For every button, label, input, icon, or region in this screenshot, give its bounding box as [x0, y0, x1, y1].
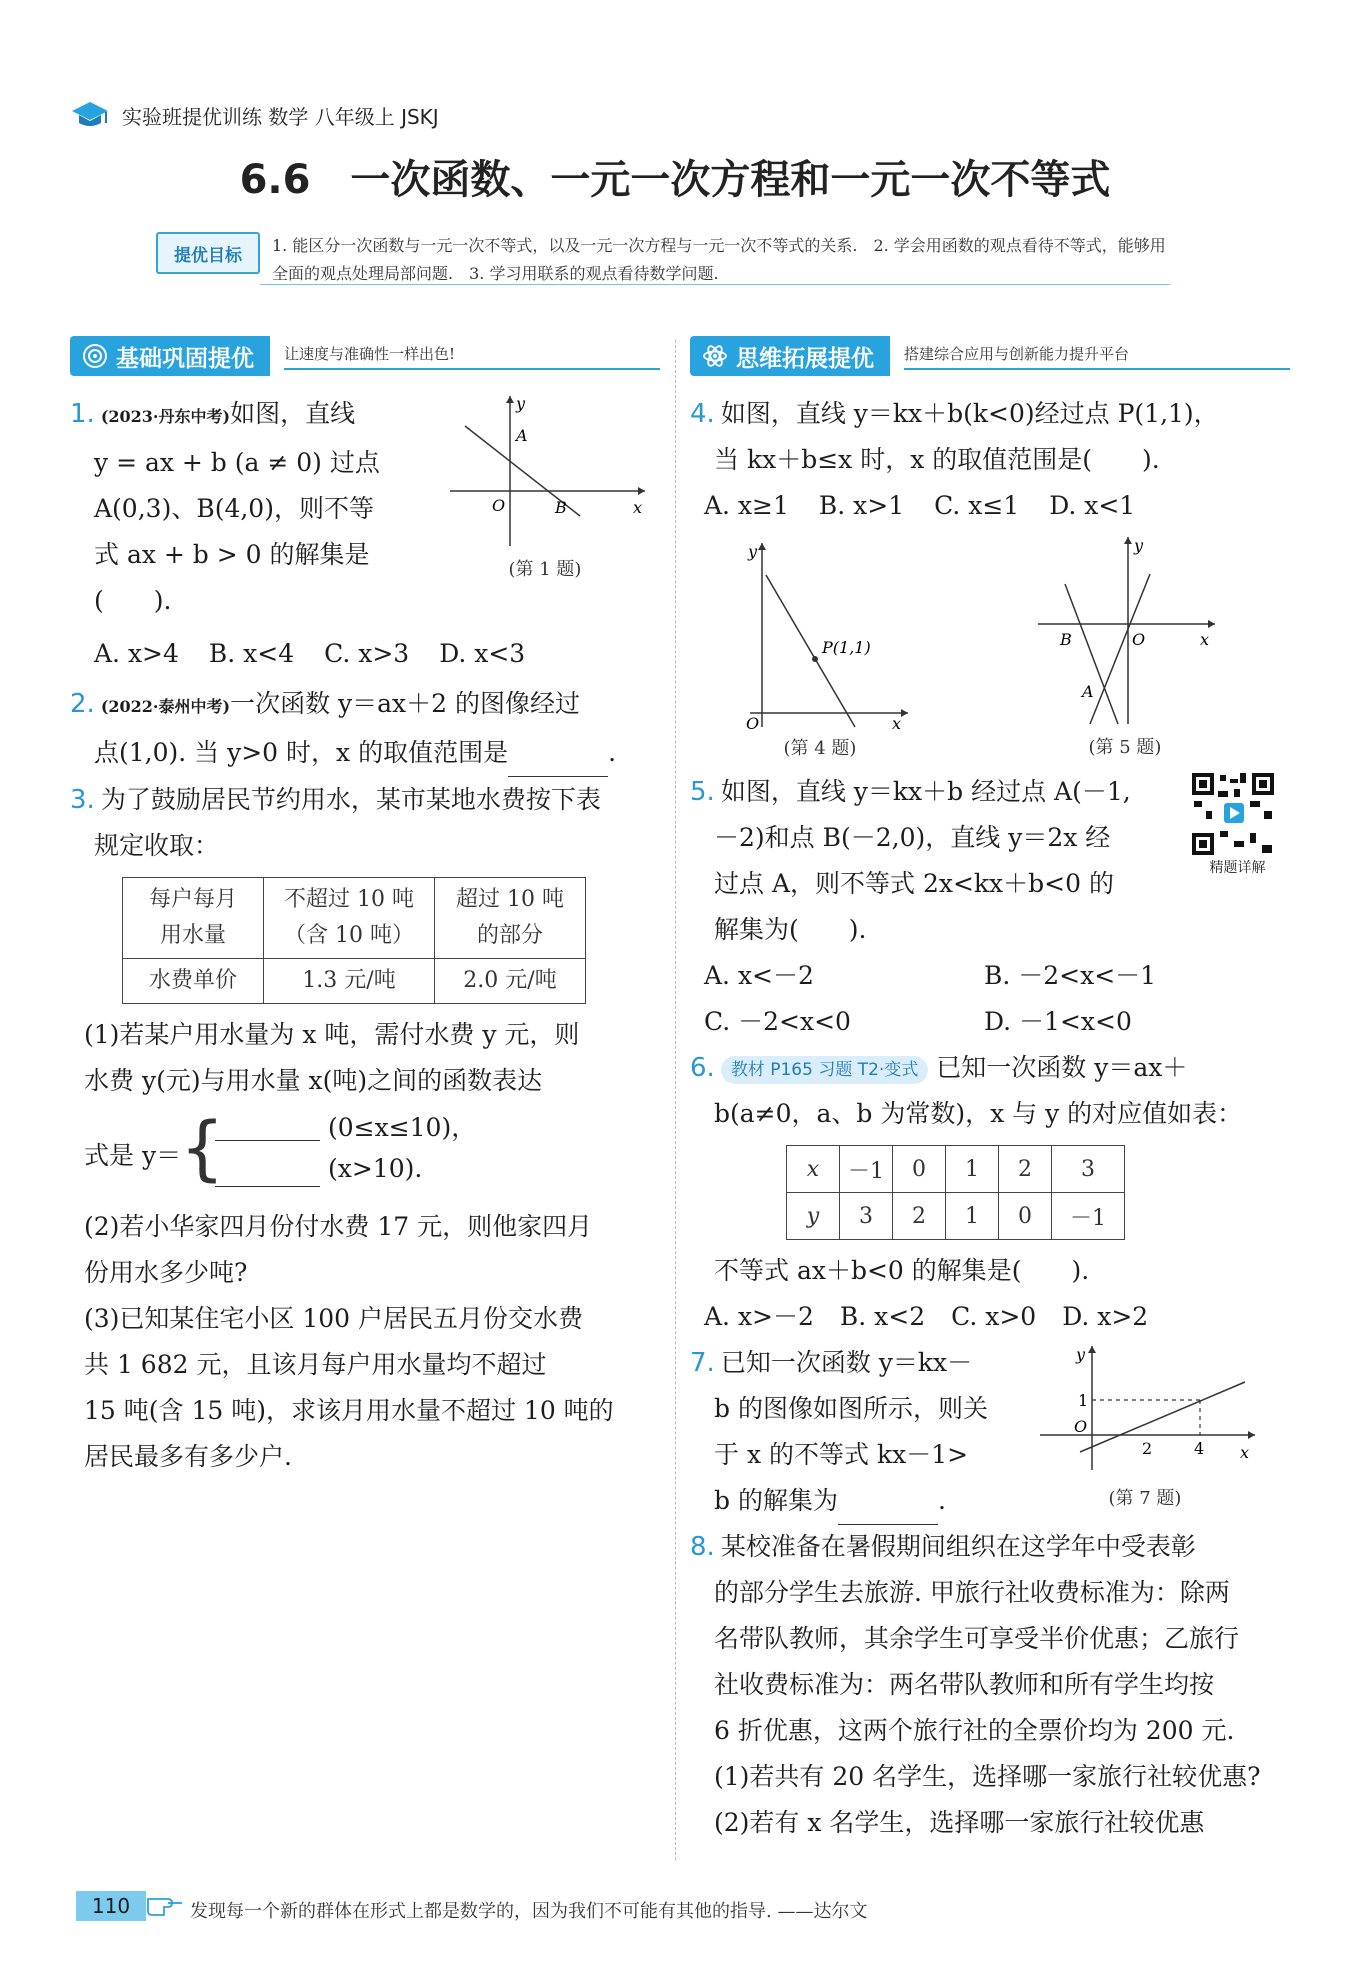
- section-tab: [690, 336, 890, 376]
- q1-y-label: y: [516, 394, 526, 413]
- q3-p2-line: (2)若小华家四月份付水费 17 元，则他家四月: [84, 1212, 593, 1241]
- page-footer: [20, 1885, 1330, 1935]
- q7-tick-2: 2: [1142, 1439, 1153, 1458]
- table-cell: 2.0 元/吨: [435, 959, 586, 1004]
- q1-caption: (第 1 题): [508, 559, 582, 580]
- q7-y-label: y: [1076, 1345, 1086, 1364]
- table-cell: y: [787, 1193, 840, 1240]
- q6-value-table: [786, 1145, 1125, 1240]
- q7-line: 已知一次函数 y＝kx－: [720, 1348, 973, 1377]
- q5-caption: (第 5 题): [1088, 737, 1162, 758]
- q1-number: 1.: [70, 399, 95, 429]
- goal-badge: 提优目标: [156, 232, 260, 274]
- table-cell: x: [787, 1146, 840, 1193]
- table-cell: 3: [1052, 1146, 1125, 1193]
- table-cell: 每户每月 用水量: [123, 878, 264, 959]
- q6-line: 不等式 ax＋b<0 的解集是( ).: [714, 1256, 1090, 1285]
- section-subtitle: 让速度与准确性一样出色!: [284, 343, 660, 370]
- q3-piecewise: [70, 1104, 660, 1204]
- q3-p3-line: 15 吨(含 15 吨)，求该月用水量不超过 10 吨的: [84, 1396, 614, 1425]
- section-title: 思维拓展提优: [736, 345, 874, 372]
- question-3: [70, 777, 660, 869]
- q5-line: 解集为( ).: [714, 915, 867, 944]
- q5-option-b: B. －2<x<－1: [984, 961, 1157, 990]
- q3-number: 3.: [70, 785, 95, 815]
- q3-p3-line: 共 1 682 元，且该月每户用水量均不超过: [84, 1350, 547, 1379]
- goal-box: [150, 228, 1190, 290]
- table-cell: 0: [893, 1146, 946, 1193]
- q6-options: [690, 1294, 1290, 1340]
- table-cell: 2: [893, 1193, 946, 1240]
- q1-option-a: A. x>4: [94, 639, 179, 668]
- q8-line: 某校准备在暑假期间组织在这学年中受表彰: [720, 1532, 1196, 1561]
- graduation-cap-icon: [70, 99, 110, 131]
- q4-option-a: A. x≥1: [704, 491, 789, 520]
- q4-option-c: C. x≤1: [934, 491, 1020, 520]
- q7-tick-4: 4: [1194, 1439, 1205, 1458]
- q3-part-2: [70, 1204, 660, 1296]
- table-cell: 1.3 元/吨: [264, 959, 435, 1004]
- q6-question-line: [690, 1248, 1290, 1294]
- question-7: [690, 1340, 1290, 1524]
- q3-p2-line: 份用水多少吨?: [84, 1258, 248, 1287]
- q1-option-c: C. x>3: [324, 639, 410, 668]
- q7-line: b 的图像如图所示，则关: [714, 1394, 988, 1423]
- q5-option-d: D. －1<x<0: [984, 1007, 1132, 1036]
- q1-option-b: B. x<4: [208, 639, 295, 668]
- question-5: [690, 769, 1290, 953]
- q6-textbook-tag: 教材 P165 习题 T2·变式: [721, 1056, 929, 1084]
- table-row: [123, 878, 586, 959]
- section-header-basic: [70, 335, 660, 377]
- header-text: 实验班提优训练 数学 八年级上 JSKJ: [122, 104, 439, 129]
- q1-x-label: x: [633, 498, 643, 517]
- q5-number: 5.: [690, 777, 715, 807]
- q6-line: b(a≠0，a、b 为常数)，x 与 y 的对应值如表：: [714, 1099, 1243, 1128]
- q7-caption: (第 7 题): [1108, 1488, 1182, 1509]
- q1-figure: [440, 391, 660, 591]
- q4-options: [690, 483, 1290, 529]
- figures-4-5: [690, 529, 1290, 769]
- table-row: [123, 959, 586, 1004]
- page-title: 6.6 一次函数、一元一次方程和一元一次不等式: [239, 157, 1111, 203]
- table-cell: －1: [840, 1146, 893, 1193]
- q6-option-d: D. x>2: [1062, 1302, 1149, 1331]
- question-6: [690, 1045, 1290, 1137]
- q2-answer-blank: [508, 730, 608, 777]
- section-header-extend: [690, 335, 1290, 377]
- q1-point-b: B: [555, 498, 567, 517]
- q3-blank-1: [215, 1110, 320, 1141]
- q5-origin-label: O: [1132, 630, 1146, 649]
- q4-line: 如图，直线 y＝kx＋b(k<0)经过点 P(1,1)，: [720, 399, 1219, 428]
- q1-line: A(0,3)、B(4,0)，则不等: [94, 494, 374, 523]
- q2-line: 点(1,0). 当 y>0 时，x 的取值范围是: [94, 738, 509, 767]
- q1-options: [80, 631, 525, 677]
- q5-option-c: C. －2<x<0: [704, 1007, 851, 1036]
- pointing-hand-icon: [146, 1889, 186, 1919]
- q7-x-label: x: [1240, 1443, 1250, 1462]
- q2-number: 2.: [70, 689, 95, 719]
- q3-p1-line: 水费 y(元)与用水量 x(吨)之间的函数表达: [84, 1066, 543, 1095]
- q1-text: [70, 391, 410, 624]
- q7-line: 于 x 的不等式 kx－1>: [714, 1440, 969, 1469]
- q8-number: 8.: [690, 1532, 715, 1562]
- column-divider: [675, 340, 676, 1860]
- q1-line: 如图，直线: [230, 399, 356, 428]
- q4-caption: (第 4 题): [783, 738, 857, 759]
- q1-point-a: A: [516, 426, 528, 445]
- table-cell: 不超过 10 吨 （含 10 吨）: [264, 878, 435, 959]
- brace: {: [180, 1107, 225, 1189]
- q2-source: (2022·泰州中考): [100, 697, 231, 716]
- table-cell: 2: [999, 1146, 1052, 1193]
- table-cell: 1: [946, 1193, 999, 1240]
- table-row: [787, 1193, 1125, 1240]
- q8-line: (1)若共有 20 名学生，选择哪一家旅行社较优惠?: [714, 1762, 1261, 1791]
- q5-point-a: A: [1082, 682, 1094, 701]
- q8-line: 社收费标准为：两名带队教师和所有学生均按: [714, 1670, 1215, 1699]
- left-column: [70, 335, 660, 1480]
- q4-y-label: y: [748, 542, 758, 561]
- q3-cond-1: (0≤x≤10)，: [328, 1113, 477, 1142]
- q5-graph: [1030, 529, 1220, 729]
- footer-quote: 发现每一个新的群体在形式上都是数学的，因为我们不可能有其他的指导. ——达尔文: [190, 1901, 868, 1922]
- question-4: [690, 391, 1290, 483]
- q7-number: 7.: [690, 1348, 715, 1378]
- q4-option-b: B. x>1: [818, 491, 905, 520]
- q8-line: (2)若有 x 名学生，选择哪一家旅行社较优惠: [714, 1808, 1205, 1837]
- q1-source: (2023·丹东中考): [100, 407, 231, 426]
- q5-line: 如图，直线 y＝kx＋b 经过点 A(－1,: [720, 777, 1131, 806]
- q6-line: 已知一次函数 y＝ax＋: [936, 1053, 1188, 1082]
- q3-p3-line: (3)已知某住宅小区 100 户居民五月份交水费: [84, 1304, 584, 1333]
- table-row: [787, 1146, 1125, 1193]
- q1-line: 式 ax + b > 0 的解集是: [94, 540, 370, 569]
- q3-p1-prefix: 式是 y＝: [84, 1141, 182, 1170]
- q5-line: 过点 A，则不等式 2x<kx＋b<0 的: [714, 869, 1114, 898]
- q4-figure: [730, 535, 920, 760]
- q5-text: [690, 769, 1190, 953]
- q6-option-b: B. x<2: [839, 1302, 926, 1331]
- table-cell: 水费单价: [123, 959, 264, 1004]
- table-cell: 0: [999, 1193, 1052, 1240]
- page-number: 110: [76, 1891, 146, 1921]
- goal-underline: [260, 284, 1170, 285]
- q3-p1-line: (1)若某户用水量为 x 吨，需付水费 y 元，则: [84, 1020, 580, 1049]
- table-cell: －1: [1052, 1193, 1125, 1240]
- q3-line: 规定收取：: [94, 831, 220, 860]
- q3-p3-line: 居民最多有多少户.: [84, 1442, 292, 1471]
- q7-graph: [1030, 1340, 1260, 1480]
- q2-line: 一次函数 y＝ax＋2 的图像经过: [230, 689, 580, 718]
- target-icon: [82, 343, 108, 369]
- qr-label: 精题详解: [1209, 860, 1266, 876]
- q4-x-label: x: [892, 714, 902, 730]
- q4-option-d: D. x<1: [1049, 491, 1136, 520]
- right-column: [690, 335, 1290, 1846]
- question-2: 2. (2022·泰州中考)一次函数 y＝ax＋2 的图像经过 点(1,0). 当 y>0 时，x 的取值范围是 .: [70, 681, 660, 777]
- q5-options: [690, 953, 1290, 1045]
- q3-cond-2: (x>10).: [328, 1154, 423, 1183]
- q1-graph: [440, 391, 650, 551]
- table-cell: 1: [946, 1146, 999, 1193]
- q6-option-a: A. x>－2: [704, 1302, 814, 1331]
- q3-blank-2: [215, 1156, 320, 1187]
- question-1: [70, 391, 660, 681]
- q4-line: 当 kx＋b≤x 时，x 的取值范围是( ).: [714, 445, 1160, 474]
- q5-line: －2)和点 B(－2,0)，直线 y＝2x 经: [714, 823, 1111, 852]
- q7-origin-label: O: [1074, 1417, 1088, 1436]
- q8-line: 的部分学生去旅游. 甲旅行社收费标准为：除两: [714, 1578, 1230, 1607]
- q7-figure: [1030, 1340, 1270, 1510]
- q8-line: 6 折优惠，这两个旅行社的全票价均为 200 元.: [714, 1716, 1235, 1745]
- q3-fee-table: [122, 877, 586, 1004]
- atom-icon: [702, 343, 728, 369]
- q6-number: 6.: [690, 1053, 715, 1083]
- q5-figure: [1030, 529, 1230, 759]
- q4-point-p: P(1,1): [822, 638, 871, 657]
- q6-option-c: C. x>0: [951, 1302, 1037, 1331]
- q1-option-d: D. x<3: [439, 639, 526, 668]
- q7-tick-1: 1: [1078, 1391, 1089, 1410]
- section-tab: [70, 336, 270, 376]
- book-header: [70, 95, 439, 135]
- q3-part-3: [70, 1296, 660, 1480]
- q5-y-label: y: [1134, 536, 1144, 555]
- q3-part-1: [70, 1012, 660, 1104]
- table-cell: 3: [840, 1193, 893, 1240]
- q7-line: b 的解集为: [714, 1486, 838, 1515]
- q4-number: 4.: [690, 399, 715, 429]
- table-cell: 超过 10 吨 的部分: [435, 878, 586, 959]
- q3-line: 为了鼓励居民节约用水，某市某地水费按下表: [100, 785, 601, 814]
- section-subtitle: 搭建综合应用与创新能力提升平台: [904, 343, 1290, 370]
- qr-code-icon[interactable]: [1190, 771, 1276, 857]
- q1-line: y = ax + b (a ≠ 0) 过点: [94, 448, 380, 477]
- q4-graph: [730, 535, 910, 730]
- q5-option-a: A. x<－2: [704, 961, 814, 990]
- q7-text: 7. 已知一次函数 y＝kx－ b 的图像如图所示，则关 于 x 的不等式 kx－1> b 的解集为 .: [690, 1340, 1010, 1525]
- question-8: [690, 1524, 1290, 1846]
- q4-origin-label: O: [746, 714, 760, 730]
- q5-point-b: B: [1060, 630, 1072, 649]
- q8-line: 名带队教师，其余学生可享受半价优惠；乙旅行: [714, 1624, 1240, 1653]
- q5-x-label: x: [1200, 630, 1210, 649]
- goal-text: 1. 能区分一次函数与一元一次不等式，以及一元一次方程与一元一次不等式的关系. 2. 学会用函数的观点看待不等式，能够用全面的观点处理局部问题. 3. 学习用联系的观点看待数学问题.: [272, 236, 1166, 283]
- section-title: 基础巩固提优: [116, 345, 254, 372]
- q1-origin-label: O: [492, 496, 506, 515]
- q1-line: ( ).: [94, 586, 172, 615]
- q7-answer-blank: [838, 1478, 938, 1525]
- q5-qr-block[interactable]: [1190, 771, 1285, 877]
